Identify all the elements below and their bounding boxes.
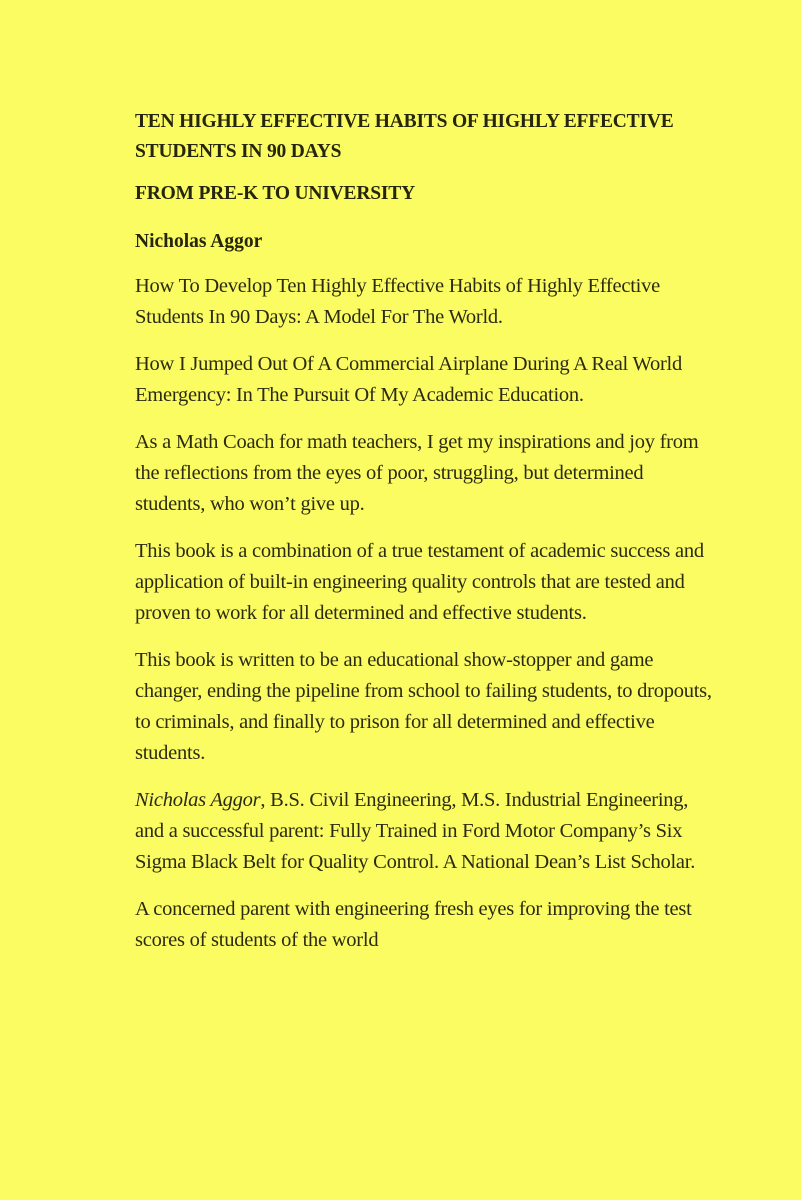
airplane-paragraph: How I Jumped Out Of A Commercial Airplane During A Real World Emergency: In The Pursuit Of My Academic Education. [135,353,682,406]
book-subtitle: FROM PRE-K TO UNIVERSITY [135,183,415,204]
author-name: Nicholas Aggor [135,231,263,252]
book-cover-text [135,107,715,956]
book-title: TEN HIGHLY EFFECTIVE HABITS OF HIGHLY EFFECTIVE STUDENTS IN 90 DAYS [135,111,674,162]
tagline-paragraph: How To Develop Ten Highly Effective Habits of Highly Effective Students In 90 Days: A Model For The World. [135,275,660,328]
author-bio-paragraph [135,785,715,878]
concerned-parent-paragraph: A concerned parent with engineering fresh eyes for improving the test scores of students of the world [135,898,692,951]
show-stopper-paragraph: This book is written to be an educational show-stopper and game changer, ending the pipeline from school to failing students, to dropouts, to criminals, and finally to prison for all determined and effective students. [135,649,712,764]
author-bio-text: , B.S. Civil Engineering, M.S. Industrial Engineering, and a successful parent: Fully Trained in Ford Motor Company’s Six Sigma Black Belt for Quality Control. A National Dean’s List Scholar. [135,789,696,873]
author-bio-name: Nicholas Aggor [135,789,261,811]
math-coach-paragraph: As a Math Coach for math teachers, I get my inspirations and joy from the reflections from the eyes of poor, struggling, but determined students, who won’t give up. [135,431,699,515]
combination-paragraph: This book is a combination of a true testament of academic success and application of built-in engineering quality controls that are tested and proven to work for all determined and effective students. [135,540,704,624]
